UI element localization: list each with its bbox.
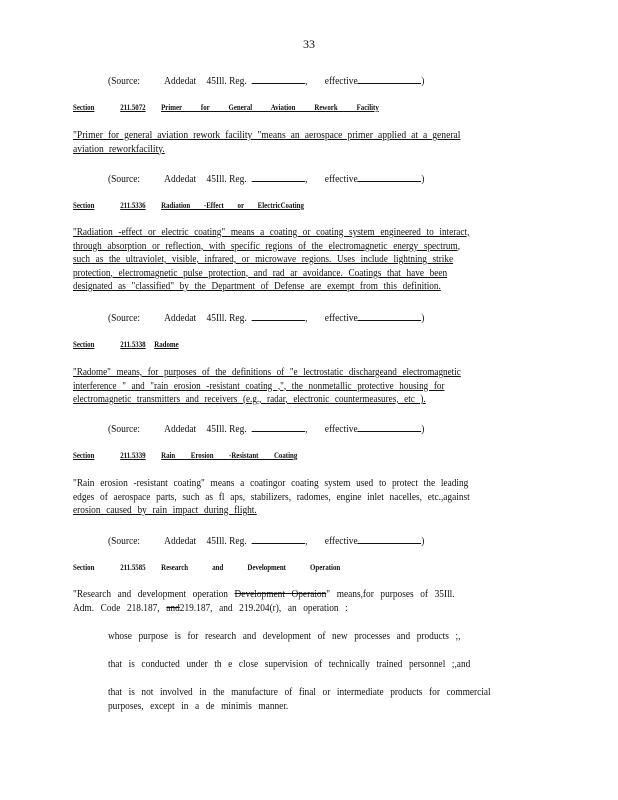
section-heading: Section 211.5338 Radome — [73, 340, 179, 349]
section-heading — [73, 103, 379, 112]
section-heading: Section 211.5339 Rain Erosion -Resistant Coating — [73, 451, 298, 460]
section-heading: Section 211.5585 Research and Development Operation — [73, 563, 341, 572]
blank-line — [358, 533, 422, 544]
list-item: that is not involved in the manufacture of final or intermediate products for commercial purposes, except in a de minimis manner. — [108, 686, 491, 712]
definition-paragraph: "Rain erosion -resistant coating" means a coatingor coating system used to protect the leading edges of aerospace parts, such as fl aps, stabilizers, radomes, engine inlet nacelles, etc.,against erosion caused by rain impact during flight. — [73, 477, 470, 516]
blank-line — [252, 73, 305, 84]
list-item: whose purpose is for research and development of new processes and products ;, — [108, 630, 461, 642]
source-citation: 45Ill. Reg. — [206, 75, 247, 87]
blank-line — [252, 310, 305, 321]
struck-text: and — [166, 601, 180, 614]
list-item: that is conducted under th e close supervision of technically trained personnel ;,and — [108, 658, 471, 670]
blank-line — [252, 533, 305, 544]
definition-paragraph: "Research and development operation Development Operaion" means,for purposes of 35Ill. Adm. Code 218.187, and219.187, and 219.204(r), an operation : — [73, 588, 455, 614]
definition-paragraph: "Primer for general aviation rework facility "means an aerospace primer applied at a general aviation reworkfacility. — [73, 129, 461, 155]
blank-line — [358, 310, 422, 321]
blank-line — [358, 421, 422, 432]
definition-paragraph: "Radome" means, for purposes of the definitions of "e lectrostatic dischargeand electromagnetic interference " and "rain erosion -resistant coating ,", the nonmetallic protective housing for electromagnetic transmitters and receivers (e.g., radar, electronic countermeasures, etc ). — [73, 366, 461, 405]
blank-line — [358, 73, 422, 84]
section-number: 211.5072 — [120, 103, 146, 112]
source-note: (Source: Addedat 45Ill. Reg. , effective ) — [108, 173, 425, 185]
page-number: 33 — [303, 37, 315, 51]
source-added: Addedat — [164, 75, 197, 87]
source-label: (Source: — [108, 75, 141, 87]
section-title: Primer for General Aviation Rework Facility — [161, 103, 379, 112]
source-note: (Source: Addedat 45Ill. Reg. , effective ) — [108, 423, 425, 435]
blank-line — [252, 171, 305, 182]
blank-line — [252, 421, 305, 432]
section-heading: Section 211.5336 Radiation -Effect or ElectricCoating — [73, 201, 304, 210]
section-label: Section — [73, 103, 95, 112]
source-note: (Source: Addedat 45Ill. Reg. , effective ) — [108, 535, 425, 547]
source-note: (Source: Addedat 45Ill. Reg. , effective ) — [108, 312, 425, 324]
source-effective: effective — [324, 75, 358, 87]
definition-paragraph: "Radiation -effect or electric coating" means a coating or coating system engineered to interact, through absorption or reflection, with specific regions of the electromagnetic energy spectrum, such as the ultraviolet, visible, infrared, or microwave regions. Uses include lightning strike protection, electromagnetic pulse protection, and rad ar avoidance. Coatings that have been designated as "classified" by the Department of Defense are exempt from this definition. — [73, 226, 470, 292]
blank-line — [358, 171, 422, 182]
source-note: (Source: Addedat 45Ill. Reg. , effective ) — [108, 75, 425, 87]
struck-text: Development Operaion — [234, 588, 327, 600]
